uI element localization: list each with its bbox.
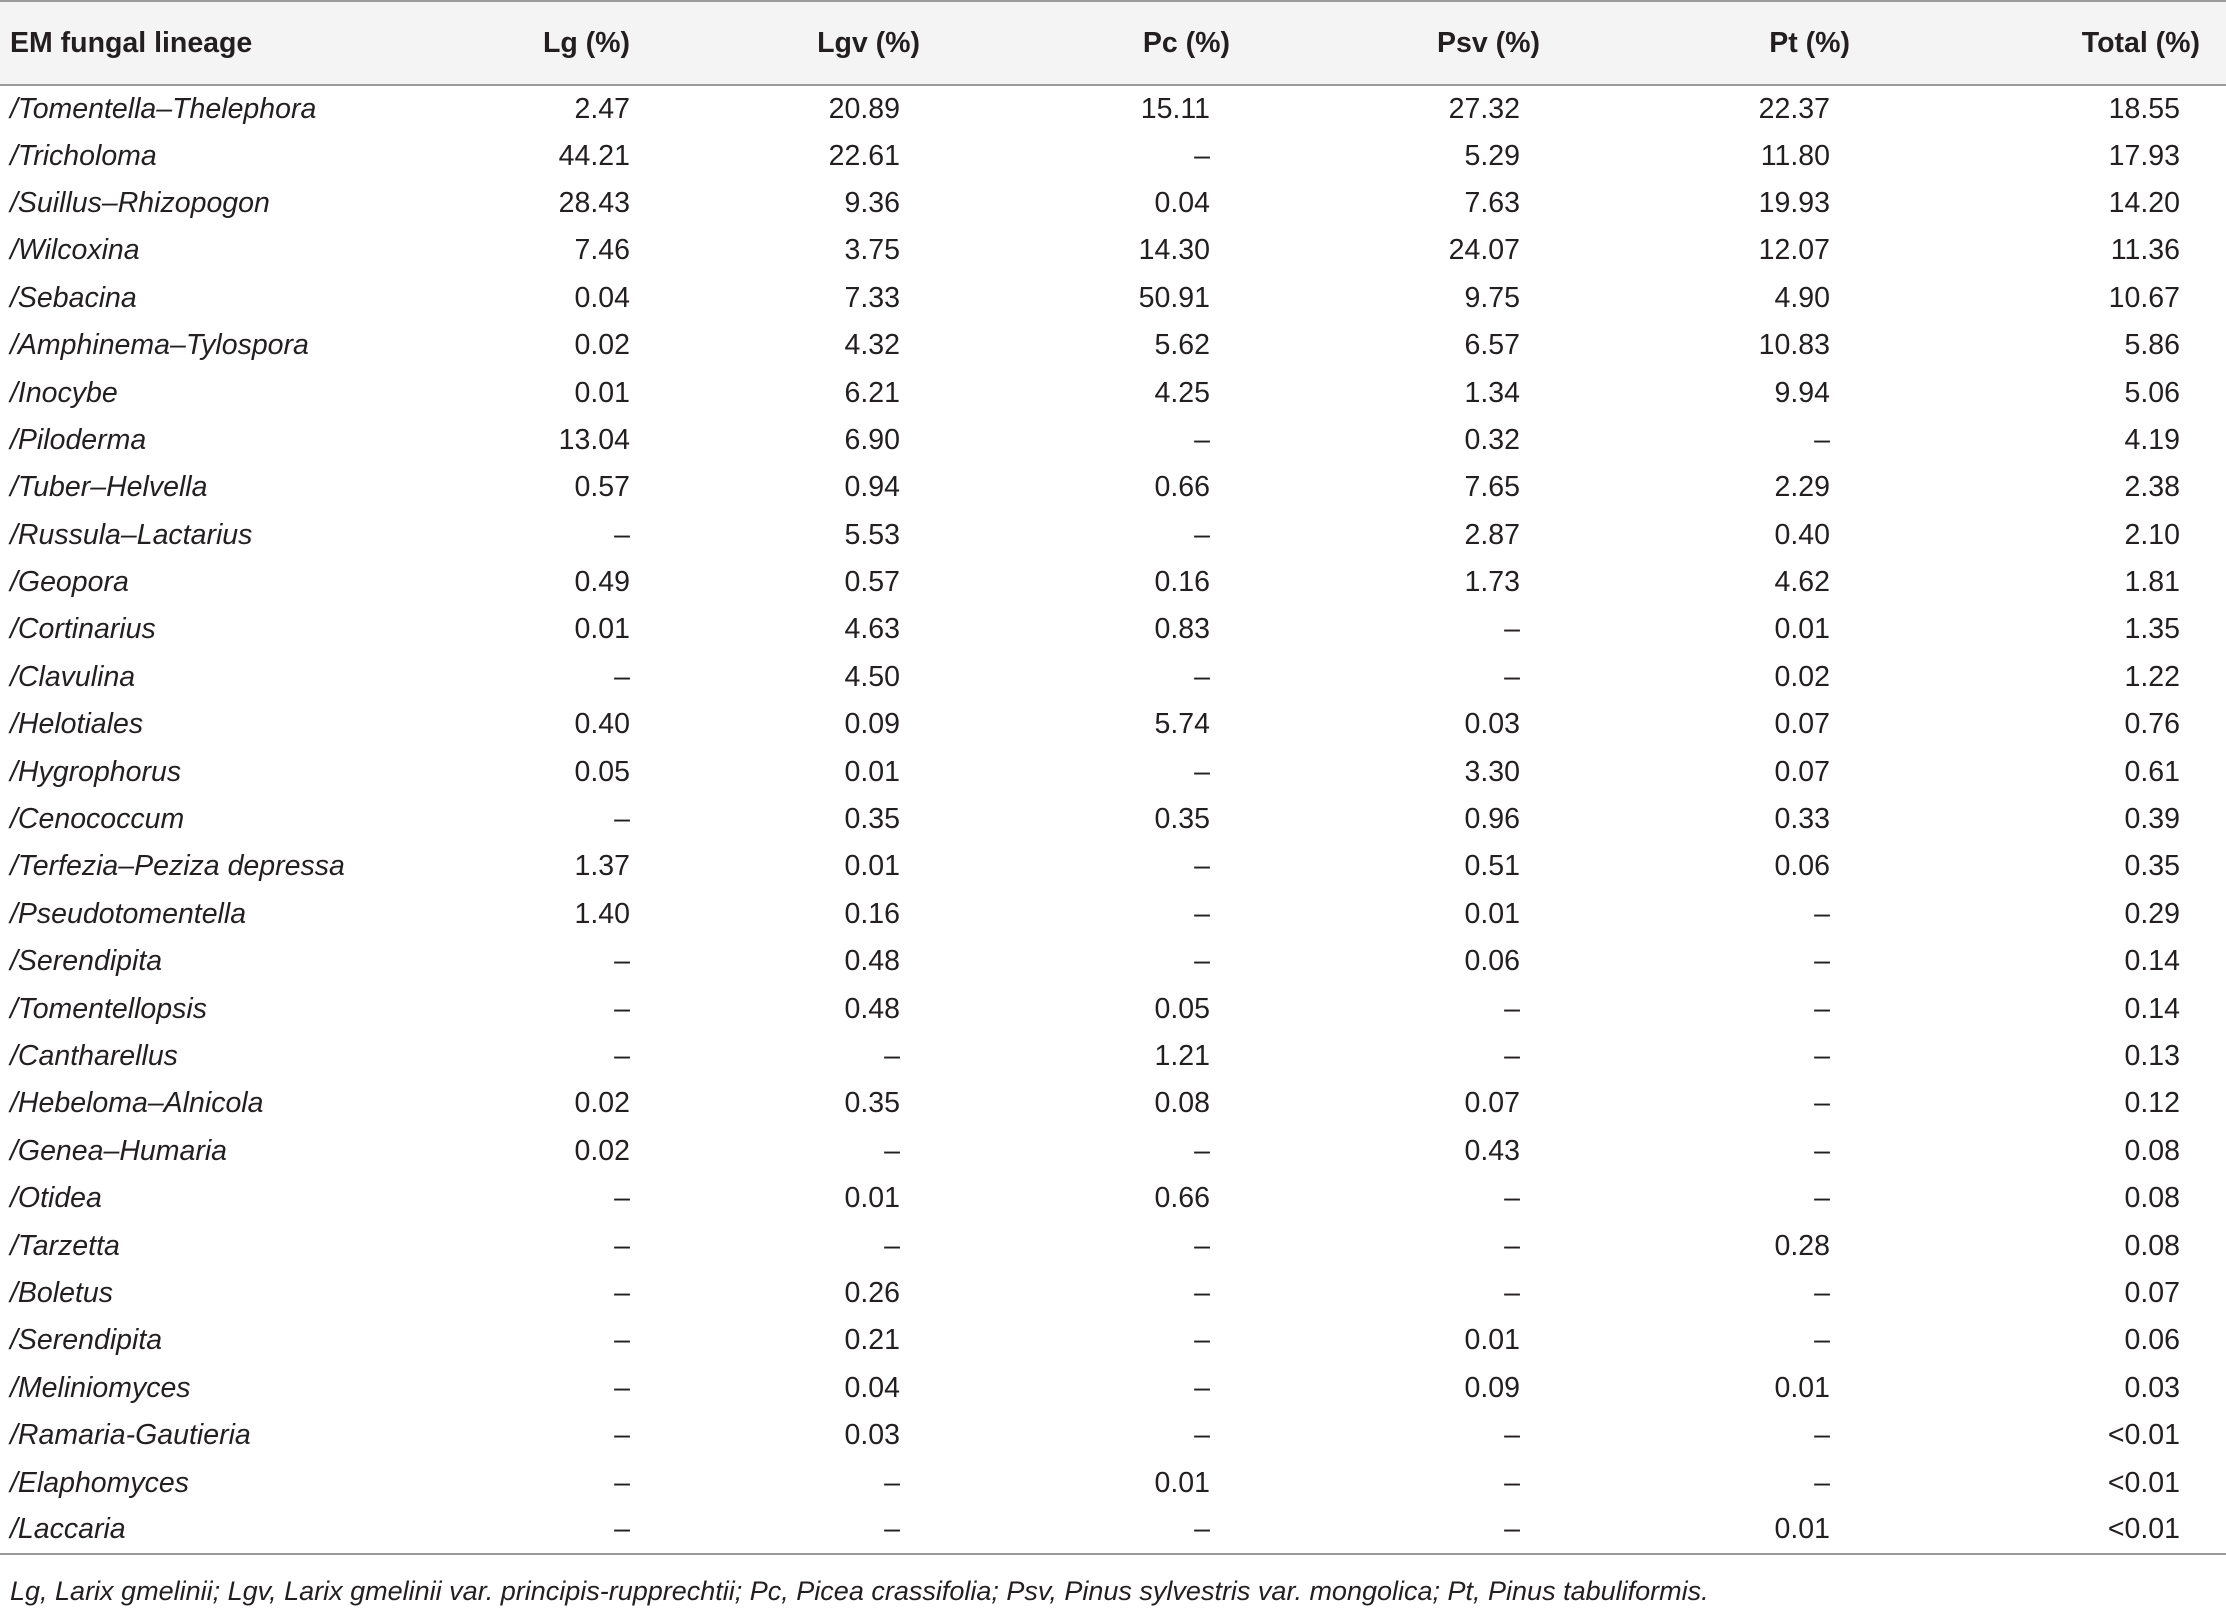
lgv-cell: 0.01 bbox=[844, 1182, 900, 1215]
lineage-cell: /Genea–Humaria bbox=[10, 1134, 228, 1167]
pc-cell: – bbox=[1194, 518, 1210, 551]
table-row bbox=[0, 227, 2226, 274]
psv-cell: 6.57 bbox=[1464, 329, 1520, 362]
pc-cell: 14.30 bbox=[1138, 234, 1210, 267]
total-cell: 0.61 bbox=[2124, 755, 2180, 788]
lineage-cell: /Cortinarius bbox=[10, 613, 156, 646]
lg-cell: 0.57 bbox=[574, 471, 630, 504]
psv-cell: 27.32 bbox=[1448, 92, 1520, 125]
psv-cell: 7.65 bbox=[1464, 471, 1520, 504]
pt-cell: 10.83 bbox=[1758, 329, 1830, 362]
pt-cell: – bbox=[1814, 1276, 1830, 1309]
psv-cell: 0.43 bbox=[1464, 1134, 1520, 1167]
table-row bbox=[0, 985, 2226, 1032]
pt-cell: 0.01 bbox=[1774, 613, 1830, 646]
table-row bbox=[0, 275, 2226, 322]
lgv-cell: 0.48 bbox=[844, 992, 900, 1025]
lgv-cell: 0.57 bbox=[844, 566, 900, 599]
lineage-cell: /Geopora bbox=[10, 566, 129, 599]
total-cell: 0.39 bbox=[2124, 803, 2180, 836]
psv-cell: 0.09 bbox=[1464, 1371, 1520, 1404]
lgv-cell: 0.01 bbox=[844, 850, 900, 883]
pt-cell: – bbox=[1814, 1087, 1830, 1120]
lgv-cell: – bbox=[884, 1040, 900, 1072]
lg-cell: 1.40 bbox=[574, 897, 630, 930]
table-row bbox=[0, 701, 2226, 748]
pc-cell: 0.83 bbox=[1154, 613, 1210, 646]
psv-cell: 2.87 bbox=[1464, 518, 1520, 551]
lgv-cell: 0.35 bbox=[844, 1087, 900, 1120]
pt-cell: 0.06 bbox=[1774, 850, 1830, 883]
lineage-cell: /Tricholoma bbox=[10, 139, 157, 172]
lg-cell: – bbox=[614, 660, 630, 693]
psv-cell: 1.73 bbox=[1464, 566, 1520, 599]
total-cell: 0.14 bbox=[2124, 945, 2180, 978]
lg-cell: – bbox=[614, 1182, 630, 1215]
psv-cell: 0.06 bbox=[1464, 945, 1520, 978]
pc-cell: 0.66 bbox=[1154, 1182, 1210, 1215]
total-cell: 5.06 bbox=[2124, 376, 2180, 409]
lineage-cell: /Sebacina bbox=[10, 281, 137, 314]
total-cell: 10.67 bbox=[2108, 281, 2180, 314]
lineage-cell: /Russula–Lactarius bbox=[10, 518, 253, 551]
lg-cell: – bbox=[614, 945, 630, 978]
total-cell: 2.10 bbox=[2124, 518, 2180, 551]
pc-cell: – bbox=[1194, 1419, 1210, 1452]
psv-cell: 24.07 bbox=[1448, 234, 1520, 267]
total-cell: 0.08 bbox=[2124, 1134, 2180, 1167]
lgv-cell: – bbox=[884, 1134, 900, 1167]
lg-cell: 2.47 bbox=[574, 92, 630, 125]
lg-cell: – bbox=[614, 1276, 630, 1309]
psv-cell: – bbox=[1504, 660, 1520, 693]
lineage-cell: /Hebeloma–Alnicola bbox=[10, 1087, 264, 1120]
lineage-cell: /Piloderma bbox=[10, 423, 147, 456]
pc-cell: 0.16 bbox=[1154, 566, 1210, 599]
total-cell: 4.19 bbox=[2124, 423, 2180, 456]
lineage-cell: /Tomentella–Thelephora bbox=[10, 92, 317, 125]
psv-cell: 0.32 bbox=[1464, 423, 1520, 456]
table-row bbox=[0, 180, 2226, 227]
psv-cell: – bbox=[1504, 1419, 1520, 1452]
lineage-cell: /Clavulina bbox=[10, 660, 136, 693]
lineage-cell: /Helotiales bbox=[10, 708, 144, 741]
pt-cell: 4.62 bbox=[1774, 566, 1830, 599]
total-cell: <0.01 bbox=[2107, 1419, 2180, 1452]
pt-cell: 12.07 bbox=[1758, 234, 1830, 267]
table-row bbox=[0, 1128, 2226, 1175]
total-cell: 0.35 bbox=[2124, 850, 2180, 883]
total-cell: 0.13 bbox=[2124, 1040, 2180, 1072]
total-cell: 0.06 bbox=[2124, 1324, 2180, 1357]
lgv-cell: 4.32 bbox=[844, 329, 900, 362]
pc-cell: 0.35 bbox=[1154, 803, 1210, 836]
psv-cell: 0.07 bbox=[1464, 1087, 1520, 1120]
lineage-cell: /Amphinema–Tylospora bbox=[10, 329, 309, 362]
lineage-cell: /Cantharellus bbox=[10, 1040, 178, 1072]
psv-cell: 3.30 bbox=[1464, 755, 1520, 788]
table-row bbox=[0, 85, 2226, 132]
table-row bbox=[0, 1317, 2226, 1364]
total-cell: 0.76 bbox=[2124, 708, 2180, 741]
psv-cell: 7.63 bbox=[1464, 186, 1520, 219]
lineage-cell: /Meliniomyces bbox=[10, 1371, 191, 1404]
lineage-cell: /Serendipita bbox=[10, 1324, 163, 1357]
psv-cell: – bbox=[1504, 1229, 1520, 1262]
lg-cell: 0.49 bbox=[574, 566, 630, 599]
table-row bbox=[0, 1365, 2226, 1412]
pt-cell: – bbox=[1814, 1419, 1830, 1452]
pc-cell: 1.21 bbox=[1154, 1040, 1210, 1072]
pt-cell: 0.28 bbox=[1774, 1229, 1830, 1262]
psv-cell: – bbox=[1504, 1182, 1520, 1215]
lgv-cell: 0.09 bbox=[844, 708, 900, 741]
lgv-cell: 0.04 bbox=[844, 1371, 900, 1404]
total-cell: 0.29 bbox=[2124, 897, 2180, 930]
total-cell: 1.81 bbox=[2124, 566, 2180, 599]
pt-cell: 0.33 bbox=[1774, 803, 1830, 836]
psv-cell: 0.03 bbox=[1464, 708, 1520, 741]
lineage-cell: /Pseudotomentella bbox=[10, 897, 247, 930]
psv-cell: 0.96 bbox=[1464, 803, 1520, 836]
header-pc: Pc (%) bbox=[940, 1, 1250, 85]
lg-cell: 7.46 bbox=[574, 234, 630, 267]
lg-cell: 0.01 bbox=[574, 613, 630, 646]
lgv-cell: 20.89 bbox=[828, 92, 900, 125]
header-em-fungal-lineage: EM fungal lineage bbox=[0, 1, 480, 85]
lgv-cell: – bbox=[884, 1466, 900, 1499]
lgv-cell: 7.33 bbox=[844, 281, 900, 314]
lg-cell: – bbox=[614, 803, 630, 836]
pc-cell: 0.66 bbox=[1154, 471, 1210, 504]
pt-cell: 4.90 bbox=[1774, 281, 1830, 314]
pt-cell: 9.94 bbox=[1774, 376, 1830, 409]
table-row bbox=[0, 843, 2226, 890]
pc-cell: – bbox=[1194, 1134, 1210, 1167]
header-pt: Pt (%) bbox=[1560, 1, 1870, 85]
lineage-cell: /Otidea bbox=[10, 1182, 102, 1215]
table-row bbox=[0, 132, 2226, 179]
lineage-cell: /Tuber–Helvella bbox=[10, 471, 208, 504]
lineage-cell: /Boletus bbox=[10, 1276, 113, 1309]
psv-cell: – bbox=[1504, 992, 1520, 1025]
pc-cell: – bbox=[1194, 423, 1210, 456]
pc-cell: 5.74 bbox=[1154, 708, 1210, 741]
pt-cell: 2.29 bbox=[1774, 471, 1830, 504]
psv-cell: 0.01 bbox=[1464, 897, 1520, 930]
lgv-cell: 0.26 bbox=[844, 1276, 900, 1309]
table-row bbox=[0, 891, 2226, 938]
table-row bbox=[0, 1175, 2226, 1222]
table-row bbox=[0, 938, 2226, 985]
total-cell: 1.35 bbox=[2124, 613, 2180, 646]
total-cell: 0.08 bbox=[2124, 1229, 2180, 1262]
lgv-cell: – bbox=[630, 1507, 940, 1554]
pt-cell: 0.40 bbox=[1774, 518, 1830, 551]
lgv-cell: 22.61 bbox=[828, 139, 900, 172]
psv-cell: 0.01 bbox=[1464, 1324, 1520, 1357]
lgv-cell: 0.01 bbox=[844, 755, 900, 788]
lineage-cell: /Laccaria bbox=[0, 1507, 480, 1554]
lineage-cell: /Serendipita bbox=[10, 945, 163, 978]
lg-cell: 28.43 bbox=[558, 186, 630, 219]
lg-cell: 0.05 bbox=[574, 755, 630, 788]
table-row bbox=[0, 464, 2226, 511]
lg-cell: 0.02 bbox=[574, 329, 630, 362]
pt-cell: 0.01 bbox=[1560, 1507, 1870, 1554]
table-row bbox=[0, 606, 2226, 653]
lgv-cell: 0.03 bbox=[844, 1419, 900, 1452]
table-row bbox=[0, 1033, 2226, 1080]
psv-cell: – bbox=[1250, 1507, 1560, 1554]
lg-cell: – bbox=[480, 1507, 630, 1554]
pc-cell: 50.91 bbox=[1138, 281, 1210, 314]
table-footnote: Lg, Larix gmelinii; Lgv, Larix gmelinii var. principis-rupprechtii; Pc, Picea crassifolia; Psv, Pinus sylvestris var. mongolica; Pt, Pinus tabuliformis. bbox=[10, 1576, 1709, 1606]
lg-cell: – bbox=[614, 1371, 630, 1404]
lgv-cell: – bbox=[884, 1229, 900, 1262]
psv-cell: 0.51 bbox=[1464, 850, 1520, 883]
pt-cell: – bbox=[1814, 1134, 1830, 1167]
psv-cell: – bbox=[1504, 1040, 1520, 1072]
lg-cell: – bbox=[614, 1229, 630, 1262]
total-cell: 14.20 bbox=[2108, 186, 2180, 219]
table-row bbox=[0, 654, 2226, 701]
lg-cell: 44.21 bbox=[558, 139, 630, 172]
pc-cell: – bbox=[1194, 850, 1210, 883]
psv-cell: – bbox=[1504, 1466, 1520, 1499]
psv-cell: 1.34 bbox=[1464, 376, 1520, 409]
total-cell: 11.36 bbox=[2110, 234, 2180, 267]
table-row bbox=[0, 796, 2226, 843]
table-row bbox=[0, 512, 2226, 559]
pc-cell: – bbox=[1194, 1229, 1210, 1262]
pt-cell: – bbox=[1814, 1324, 1830, 1357]
header-lgv: Lgv (%) bbox=[630, 1, 940, 85]
table-row bbox=[0, 1459, 2226, 1506]
lineage-cell: /Wilcoxina bbox=[10, 234, 140, 267]
lineage-cell: /Suillus–Rhizopogon bbox=[10, 186, 270, 219]
lg-cell: 0.04 bbox=[574, 281, 630, 314]
pc-cell: 0.08 bbox=[1154, 1087, 1210, 1120]
pc-cell: – bbox=[1194, 945, 1210, 978]
pt-cell: – bbox=[1814, 1040, 1830, 1072]
table-row bbox=[0, 322, 2226, 369]
lgv-cell: 0.16 bbox=[844, 897, 900, 930]
table-body bbox=[0, 85, 2226, 1554]
lg-cell: – bbox=[614, 1466, 630, 1499]
psv-cell: – bbox=[1504, 1276, 1520, 1309]
lgv-cell: 6.90 bbox=[844, 423, 900, 456]
total-cell: 2.38 bbox=[2124, 471, 2180, 504]
pt-cell: 0.07 bbox=[1774, 708, 1830, 741]
pt-cell: 0.01 bbox=[1774, 1371, 1830, 1404]
lgv-cell: 3.75 bbox=[844, 234, 900, 267]
pc-cell: 0.04 bbox=[1154, 186, 1210, 219]
total-cell: 0.03 bbox=[2124, 1371, 2180, 1404]
table-row bbox=[0, 1080, 2226, 1127]
psv-cell: 5.29 bbox=[1464, 139, 1520, 172]
lgv-cell: 5.53 bbox=[844, 518, 900, 551]
pt-cell: – bbox=[1814, 423, 1830, 456]
lgv-cell: 0.94 bbox=[844, 471, 900, 504]
lg-cell: – bbox=[614, 1324, 630, 1357]
pc-cell: 4.25 bbox=[1154, 376, 1210, 409]
psv-cell: 9.75 bbox=[1464, 281, 1520, 314]
pc-cell: – bbox=[1194, 1276, 1210, 1309]
lg-cell: – bbox=[614, 1419, 630, 1452]
lineage-cell: /Hygrophorus bbox=[10, 755, 182, 788]
lineage-cell: /Elaphomyces bbox=[10, 1466, 190, 1499]
table-row bbox=[0, 369, 2226, 416]
lg-cell: – bbox=[614, 992, 630, 1025]
total-cell: <0.01 bbox=[1870, 1507, 2226, 1554]
lineage-cell: /Tarzetta bbox=[10, 1229, 120, 1262]
pt-cell: 11.80 bbox=[1760, 139, 1830, 172]
lineage-cell: /Ramaria-Gautieria bbox=[10, 1419, 251, 1452]
table-row bbox=[0, 1412, 2226, 1459]
pt-cell: 22.37 bbox=[1758, 92, 1830, 125]
table-row bbox=[0, 417, 2226, 464]
lg-cell: 0.02 bbox=[574, 1087, 630, 1120]
lg-cell: 13.04 bbox=[558, 423, 630, 456]
total-cell: 0.12 bbox=[2124, 1087, 2180, 1120]
total-cell: 18.55 bbox=[2108, 92, 2180, 125]
lgv-cell: 4.50 bbox=[844, 660, 900, 693]
pc-cell: 5.62 bbox=[1154, 329, 1210, 362]
lineage-cell: /Inocybe bbox=[10, 376, 118, 409]
total-cell: 5.86 bbox=[2124, 329, 2180, 362]
pc-cell: – bbox=[1194, 1324, 1210, 1357]
total-cell: 1.22 bbox=[2124, 660, 2180, 693]
header-lg: Lg (%) bbox=[480, 1, 630, 85]
pt-cell: 0.02 bbox=[1774, 660, 1830, 693]
lg-cell: 0.40 bbox=[574, 708, 630, 741]
lgv-cell: 0.35 bbox=[844, 803, 900, 836]
lg-cell: 1.37 bbox=[574, 850, 630, 883]
lg-cell: 0.02 bbox=[574, 1134, 630, 1167]
pt-cell: – bbox=[1814, 992, 1830, 1025]
lineage-cell: /Tomentellopsis bbox=[10, 992, 207, 1025]
lgv-cell: 0.21 bbox=[844, 1324, 900, 1357]
lgv-cell: 9.36 bbox=[844, 186, 900, 219]
total-cell: 0.14 bbox=[2124, 992, 2180, 1025]
lineage-cell: /Terfezia–Peziza depressa bbox=[10, 850, 345, 883]
table-row bbox=[0, 1222, 2226, 1269]
lgv-cell: 0.48 bbox=[844, 945, 900, 978]
pt-cell: – bbox=[1814, 897, 1830, 930]
lg-cell: – bbox=[614, 518, 630, 551]
pc-cell: – bbox=[940, 1507, 1250, 1554]
total-cell: 0.07 bbox=[2124, 1276, 2180, 1309]
header-total: Total (%) bbox=[1870, 1, 2226, 85]
lg-cell: – bbox=[614, 1040, 630, 1072]
psv-cell: – bbox=[1504, 613, 1520, 646]
pc-cell: – bbox=[1194, 897, 1210, 930]
lg-cell: 0.01 bbox=[574, 376, 630, 409]
table-row bbox=[0, 748, 2226, 795]
pc-cell: – bbox=[1194, 1371, 1210, 1404]
lgv-cell: 4.63 bbox=[844, 613, 900, 646]
header-psv: Psv (%) bbox=[1250, 1, 1560, 85]
table-header-row bbox=[0, 1, 2226, 85]
table-row bbox=[0, 1507, 2226, 1554]
pc-cell: 15.11 bbox=[1140, 92, 1210, 125]
total-cell: 0.08 bbox=[2124, 1182, 2180, 1215]
pc-cell: – bbox=[1194, 660, 1210, 693]
pt-cell: – bbox=[1814, 1182, 1830, 1215]
pc-cell: – bbox=[1194, 755, 1210, 788]
pt-cell: 0.07 bbox=[1774, 755, 1830, 788]
table-row bbox=[0, 1270, 2226, 1317]
lgv-cell: 6.21 bbox=[844, 376, 900, 409]
table-row bbox=[0, 559, 2226, 606]
pt-cell: 19.93 bbox=[1758, 186, 1830, 219]
pc-cell: 0.01 bbox=[1154, 1466, 1210, 1499]
pt-cell: – bbox=[1814, 945, 1830, 978]
total-cell: 17.93 bbox=[2108, 139, 2180, 172]
total-cell: <0.01 bbox=[2107, 1466, 2180, 1499]
pt-cell: – bbox=[1814, 1466, 1830, 1499]
pc-cell: – bbox=[1194, 139, 1210, 172]
lineage-cell: /Cenococcum bbox=[10, 803, 185, 836]
pc-cell: 0.05 bbox=[1154, 992, 1210, 1025]
